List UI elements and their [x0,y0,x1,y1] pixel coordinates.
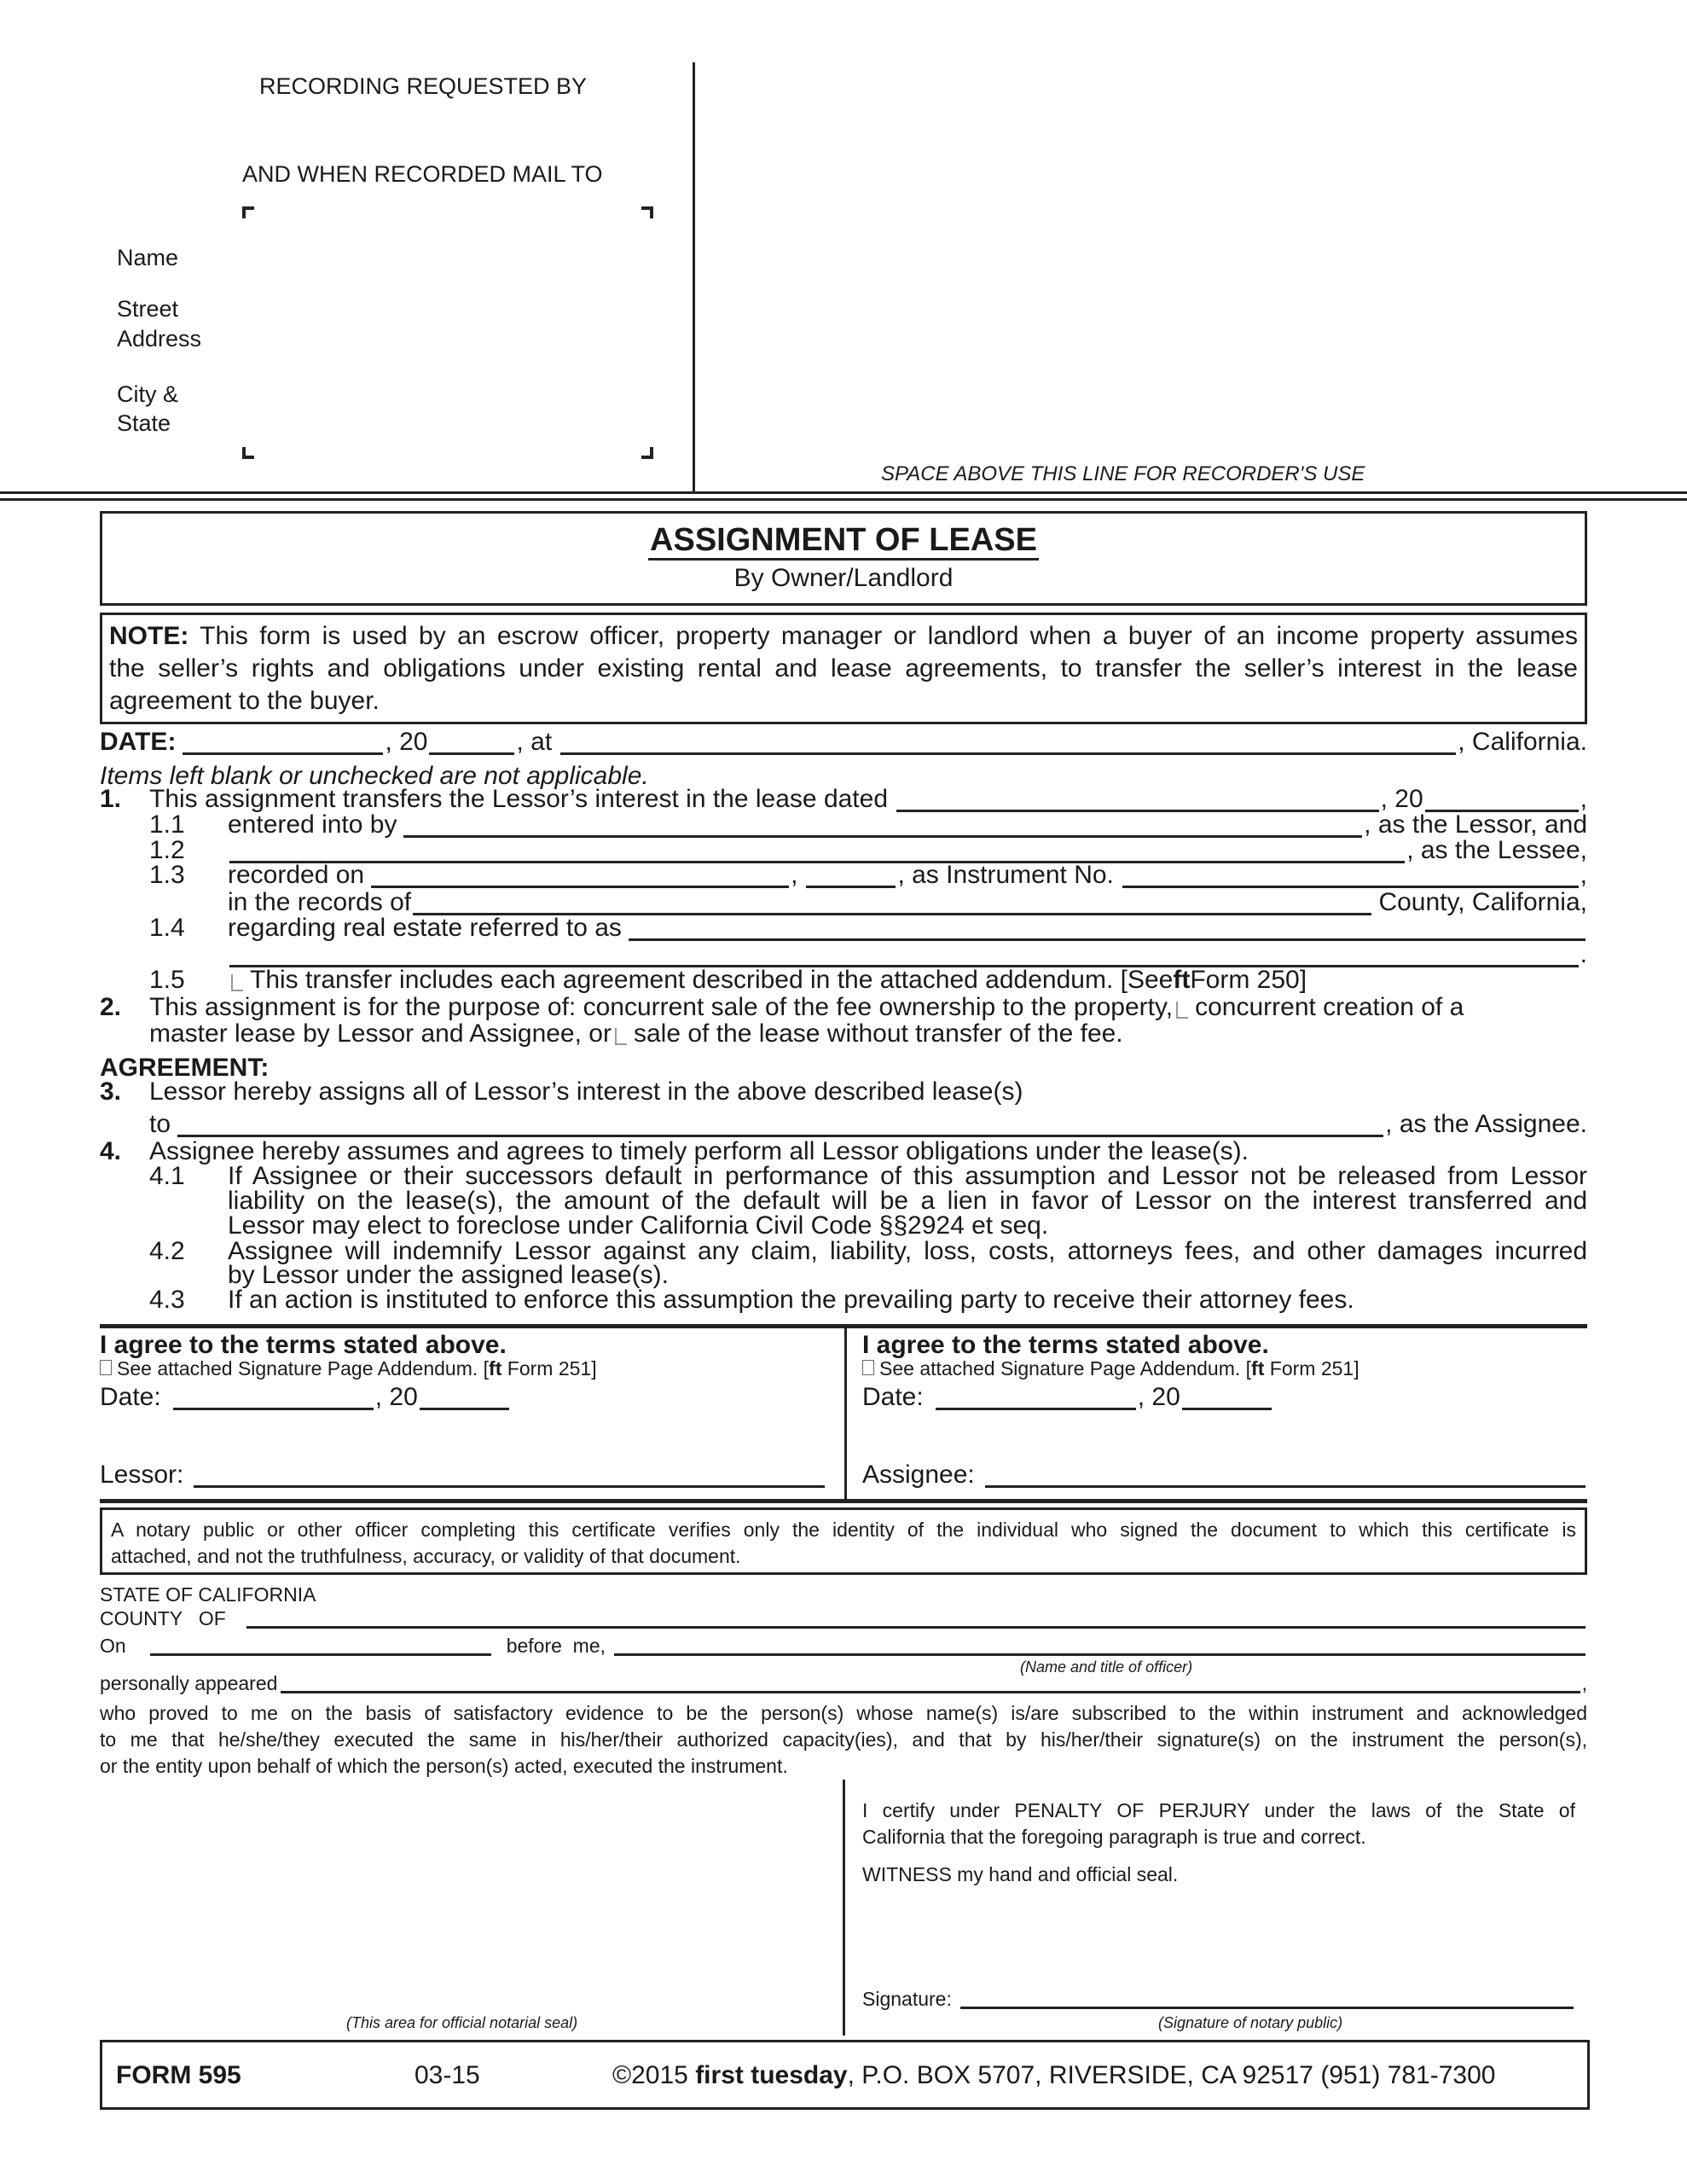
officer-caption: (Name and title of officer) [1020,1658,1193,1676]
blank-note: Items left blank or unchecked are not applicable. [100,762,649,790]
corner-mark [641,206,653,218]
corner-mark [242,206,254,218]
corner-mark [641,447,653,459]
section-text: Form 250] [1190,966,1307,994]
section-text: This transfer includes each agreement described in the attached addendum. [See [250,966,1174,994]
note-text: This form is used by an escrow officer, property manager or landlord when a buyer of an income property assumes [200,622,1578,650]
section-text: sale of the lease without transfer of the fee. [633,1019,1123,1048]
section-number: 1.2 [149,836,185,864]
section-number: 4.2 [149,1237,185,1265]
section-text: This assignment transfers the Lessor’s interest in the lease dated [149,785,889,813]
divider [693,62,695,493]
note-text: agreement to the buyer. [109,687,380,715]
section-number: 3. [100,1077,122,1106]
divider [0,498,1687,501]
assignee-signature-field[interactable] [985,1466,1586,1488]
recording-requested-by: RECORDING REQUESTED BY [259,73,588,99]
address-label: Address [117,326,202,351]
california-label: , California. [1458,728,1587,756]
page-title: ASSIGNMENT OF LEASE [648,522,1039,561]
page-subtitle: By Owner/Landlord [733,564,954,592]
notary-disclaimer-box [100,1507,1587,1575]
lessor-field[interactable] [403,816,1362,838]
on-label: On [100,1635,126,1657]
form-revision: 03-15 [415,2061,480,2089]
year-field[interactable] [1425,790,1579,812]
lessor-addendum-checkbox[interactable] [100,1360,112,1375]
addendum-checkbox[interactable] [231,974,243,991]
lessor-addendum: See attached Signature Page Addendum. [ft Form 251] [100,1357,597,1380]
witness-text: WITNESS my hand and official seal. [862,1863,1179,1885]
signature-caption: (Signature of notary public) [1158,2014,1343,2031]
section-text: , as the Assignee. [1385,1110,1587,1138]
year-prefix: , 20 [1380,785,1423,813]
lessor-date-field[interactable] [173,1388,374,1410]
section-text: This assignment is for the purpose of: concurrent sale of the fee ownership to the property, [149,993,1174,1021]
master-lease-checkbox[interactable] [1176,1002,1188,1019]
county-field[interactable] [413,893,1371,915]
county-label: COUNTY OF [100,1607,226,1629]
at-label: , at [516,728,553,756]
date-row [100,729,1587,755]
assignee-field[interactable] [177,1115,1383,1137]
officer-field[interactable] [614,1639,1586,1656]
date-label: Date: [100,1383,161,1411]
section-text: liability on the lease(s), the amount of the default will be a lien in favor of Lessor on the interest transferred and [228,1187,1587,1215]
section-text: by Lessor under the assigned lease(s). [228,1261,669,1289]
disclaimer-text: A notary public or other officer completing this certificate verifies only the identity of the individual who signed the document to which this certificate is [111,1519,1576,1541]
recorded-year-field[interactable] [806,866,896,888]
note-text: the seller’s rights and obligations under existing rental and lease agreements, to transfer the seller’s interest in the lease [109,654,1578,682]
copyright: ©2015 first tuesday, P.O. BOX 5707, RIVERSIDE, CA 92517 (951) 781-7300 [612,2061,1496,2089]
property-field[interactable] [629,919,1586,941]
assignee-label: Assignee: [862,1461,975,1489]
state-label: STATE OF CALIFORNIA [100,1583,316,1606]
date-field[interactable] [183,733,383,755]
recorder-note: SPACE ABOVE THIS LINE FOR RECORDER'S USE [881,462,1365,485]
appeared-field[interactable] [281,1676,1580,1693]
divider [844,1326,847,1501]
section-text: Lessor hereby assigns all of Lessor’s interest in the above described lease(s) [149,1077,1023,1106]
section-text: entered into by [228,810,397,839]
before-label: before me, [506,1635,606,1657]
section-text: Assignee hereby assumes and agrees to timely perform all Lessor obligations under the lease(s). [149,1137,1249,1165]
section-text: concurrent creation of a [1195,993,1464,1021]
section-text: If Assignee or their successors default in performance of this assumption and Lessor not be released from Lessor [228,1162,1587,1190]
county-field[interactable] [246,1612,1586,1629]
section-text: , as the Lessor, and [1364,810,1587,839]
section-text: If an action is instituted to enforce this assumption the prevailing party to receive their attorney fees. [228,1286,1354,1314]
section-text: County, California, [1378,888,1587,916]
divider [0,491,1687,494]
assignee-date-field[interactable] [936,1388,1136,1410]
section-number: 2. [100,993,122,1021]
name-label: Name [117,245,179,270]
section-number: 1.3 [149,861,185,889]
lessor-signature-field[interactable] [194,1466,825,1488]
note-box [100,613,1587,724]
assignee-agree-heading: I agree to the terms stated above. [862,1331,1269,1359]
lessor-agree-heading: I agree to the terms stated above. [100,1331,507,1359]
sale-of-lease-checkbox[interactable] [615,1028,627,1045]
property-field-2[interactable] [229,945,1579,967]
footer [100,2040,1590,2110]
section-text: Assignee will indemnify Lessor against any claim, liability, loss, costs, attorneys fees, and other damages incurred [228,1237,1587,1265]
street-label: Street [117,296,179,322]
section-number: 1.5 [149,966,185,994]
year-prefix: , 20 [385,728,428,756]
section-number: 4. [100,1137,122,1165]
instrument-number-field[interactable] [1122,866,1579,888]
section-text: , as the Lessee, [1406,836,1587,864]
brand-ft: ft [1173,966,1191,994]
recorded-date-field[interactable] [371,866,789,888]
section-text: in the records of [228,888,412,916]
notary-signature-field[interactable] [960,1992,1574,2009]
divider [100,1324,1587,1328]
section-text: regarding real estate referred to as [228,914,622,942]
form-number: FORM 595 [116,2061,241,2089]
location-field[interactable] [560,733,1456,755]
section-number: 4.1 [149,1162,185,1190]
certify-text: I certify under PENALTY OF PERJURY under the laws of the State of California that the foregoing paragraph is true and correct. [862,1799,1575,1848]
year-field[interactable] [429,733,514,755]
notary-date-field[interactable] [150,1639,491,1656]
signature-label: Signature: [862,1988,952,2010]
date-label: DATE: [100,728,177,756]
note-label: NOTE: [109,622,189,650]
title-box [100,511,1587,606]
divider [100,1499,1587,1503]
assignee-year-field[interactable] [1182,1388,1272,1410]
section-number: 1. [100,785,122,813]
section-text: to [149,1110,171,1138]
appeared-label: personally appeared [100,1672,278,1694]
section-text: , as Instrument No. [897,861,1114,889]
lease-date-field[interactable] [896,790,1379,812]
section-number: 1.4 [149,914,185,942]
section-number: 4.3 [149,1286,185,1314]
lessee-field[interactable] [229,841,1405,863]
mail-to-label: AND WHEN RECORDED MAIL TO [242,161,603,187]
agreement-heading: AGREEMENT: [100,1054,270,1082]
divider [843,1780,845,2036]
section-text: Lessor may elect to foreclose under California Civil Code §§2924 et seq. [228,1211,1049,1240]
date-label: Date: [862,1383,924,1411]
section-text: recorded on [228,861,365,889]
corner-mark [242,447,254,459]
seal-caption: (This area for official notarial seal) [346,2014,578,2031]
section-number: 1.1 [149,810,185,839]
city-label: City & [117,381,179,407]
brand-name: first tuesday [695,2061,848,2089]
disclaimer-text: attached, and not the truthfulness, accuracy, or validity of that document. [111,1545,741,1567]
state-label: State [117,410,171,436]
assignee-addendum: See attached Signature Page Addendum. [ft Form 251] [862,1357,1359,1380]
assignee-addendum-checkbox[interactable] [862,1360,874,1375]
lessor-year-field[interactable] [420,1388,509,1410]
lessor-label: Lessor: [100,1461,184,1489]
notary-body: who proved to me on the basis of satisfactory evidence to be the person(s) whose name(s) is/are subscribed to the within instrument and acknowledged to me that he/she/they executed the same in his/her/their authorized capacity(ies), and that by his/her/their signature(s) on the instrument the person(s), or the entity upon behalf of which the person(s) acted, executed the instrument. [100,1702,1587,1777]
section-text: master lease by Lessor and Assignee, or [149,1019,612,1048]
